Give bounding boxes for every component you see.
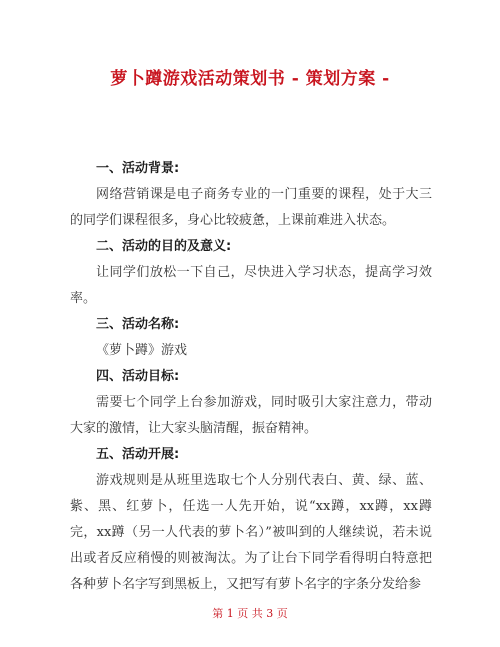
section-heading-purpose: 二、活动的目的及意义: <box>96 239 232 254</box>
section-paragraph-purpose: 让同学们放松一下自己，尽快进入学习状态，提高学习效率。 <box>70 265 432 306</box>
section-paragraph-execution: 游戏规则是从班里选取七个人分别代表白、黄、绿、蓝、紫、黑、红萝卜，任选一人先开始，说“xx蹲，xx蹲，xx蹲完，xx蹲（另一人代表的萝卜名）”被叫到的人继续说，若未说出或者反应稍慢的则被淘汰。为了让台下同学看得明白特意把各种萝卜名字写到黑板上，又把写有萝卜名字的字条分发给参 <box>70 473 432 592</box>
document-body <box>70 156 432 598</box>
section-heading-name: 三、活动名称: <box>96 317 180 332</box>
document-title: 萝卜蹲游戏活动策划书 - 策划方案 - <box>110 69 390 89</box>
section-heading-execution: 五、活动开展: <box>96 447 180 462</box>
section-heading-goal: 四、活动目标: <box>96 369 180 384</box>
section-heading-background: 一、活动背景: <box>96 161 180 176</box>
section-paragraph-name: 《萝卜蹲》游戏 <box>96 343 188 358</box>
section-paragraph-background: 网络营销课是电子商务专业的一门重要的课程，处于大三的同学们课程很多，身心比较疲惫，上课前难进入状态。 <box>70 187 432 228</box>
section-paragraph-goal: 需要七个同学上台参加游戏，同时吸引大家注意力，带动大家的激情，让大家头脑清醒，振奋精神。 <box>70 395 432 436</box>
page-number-footer: 第 1 页 共 3 页 <box>212 607 288 620</box>
